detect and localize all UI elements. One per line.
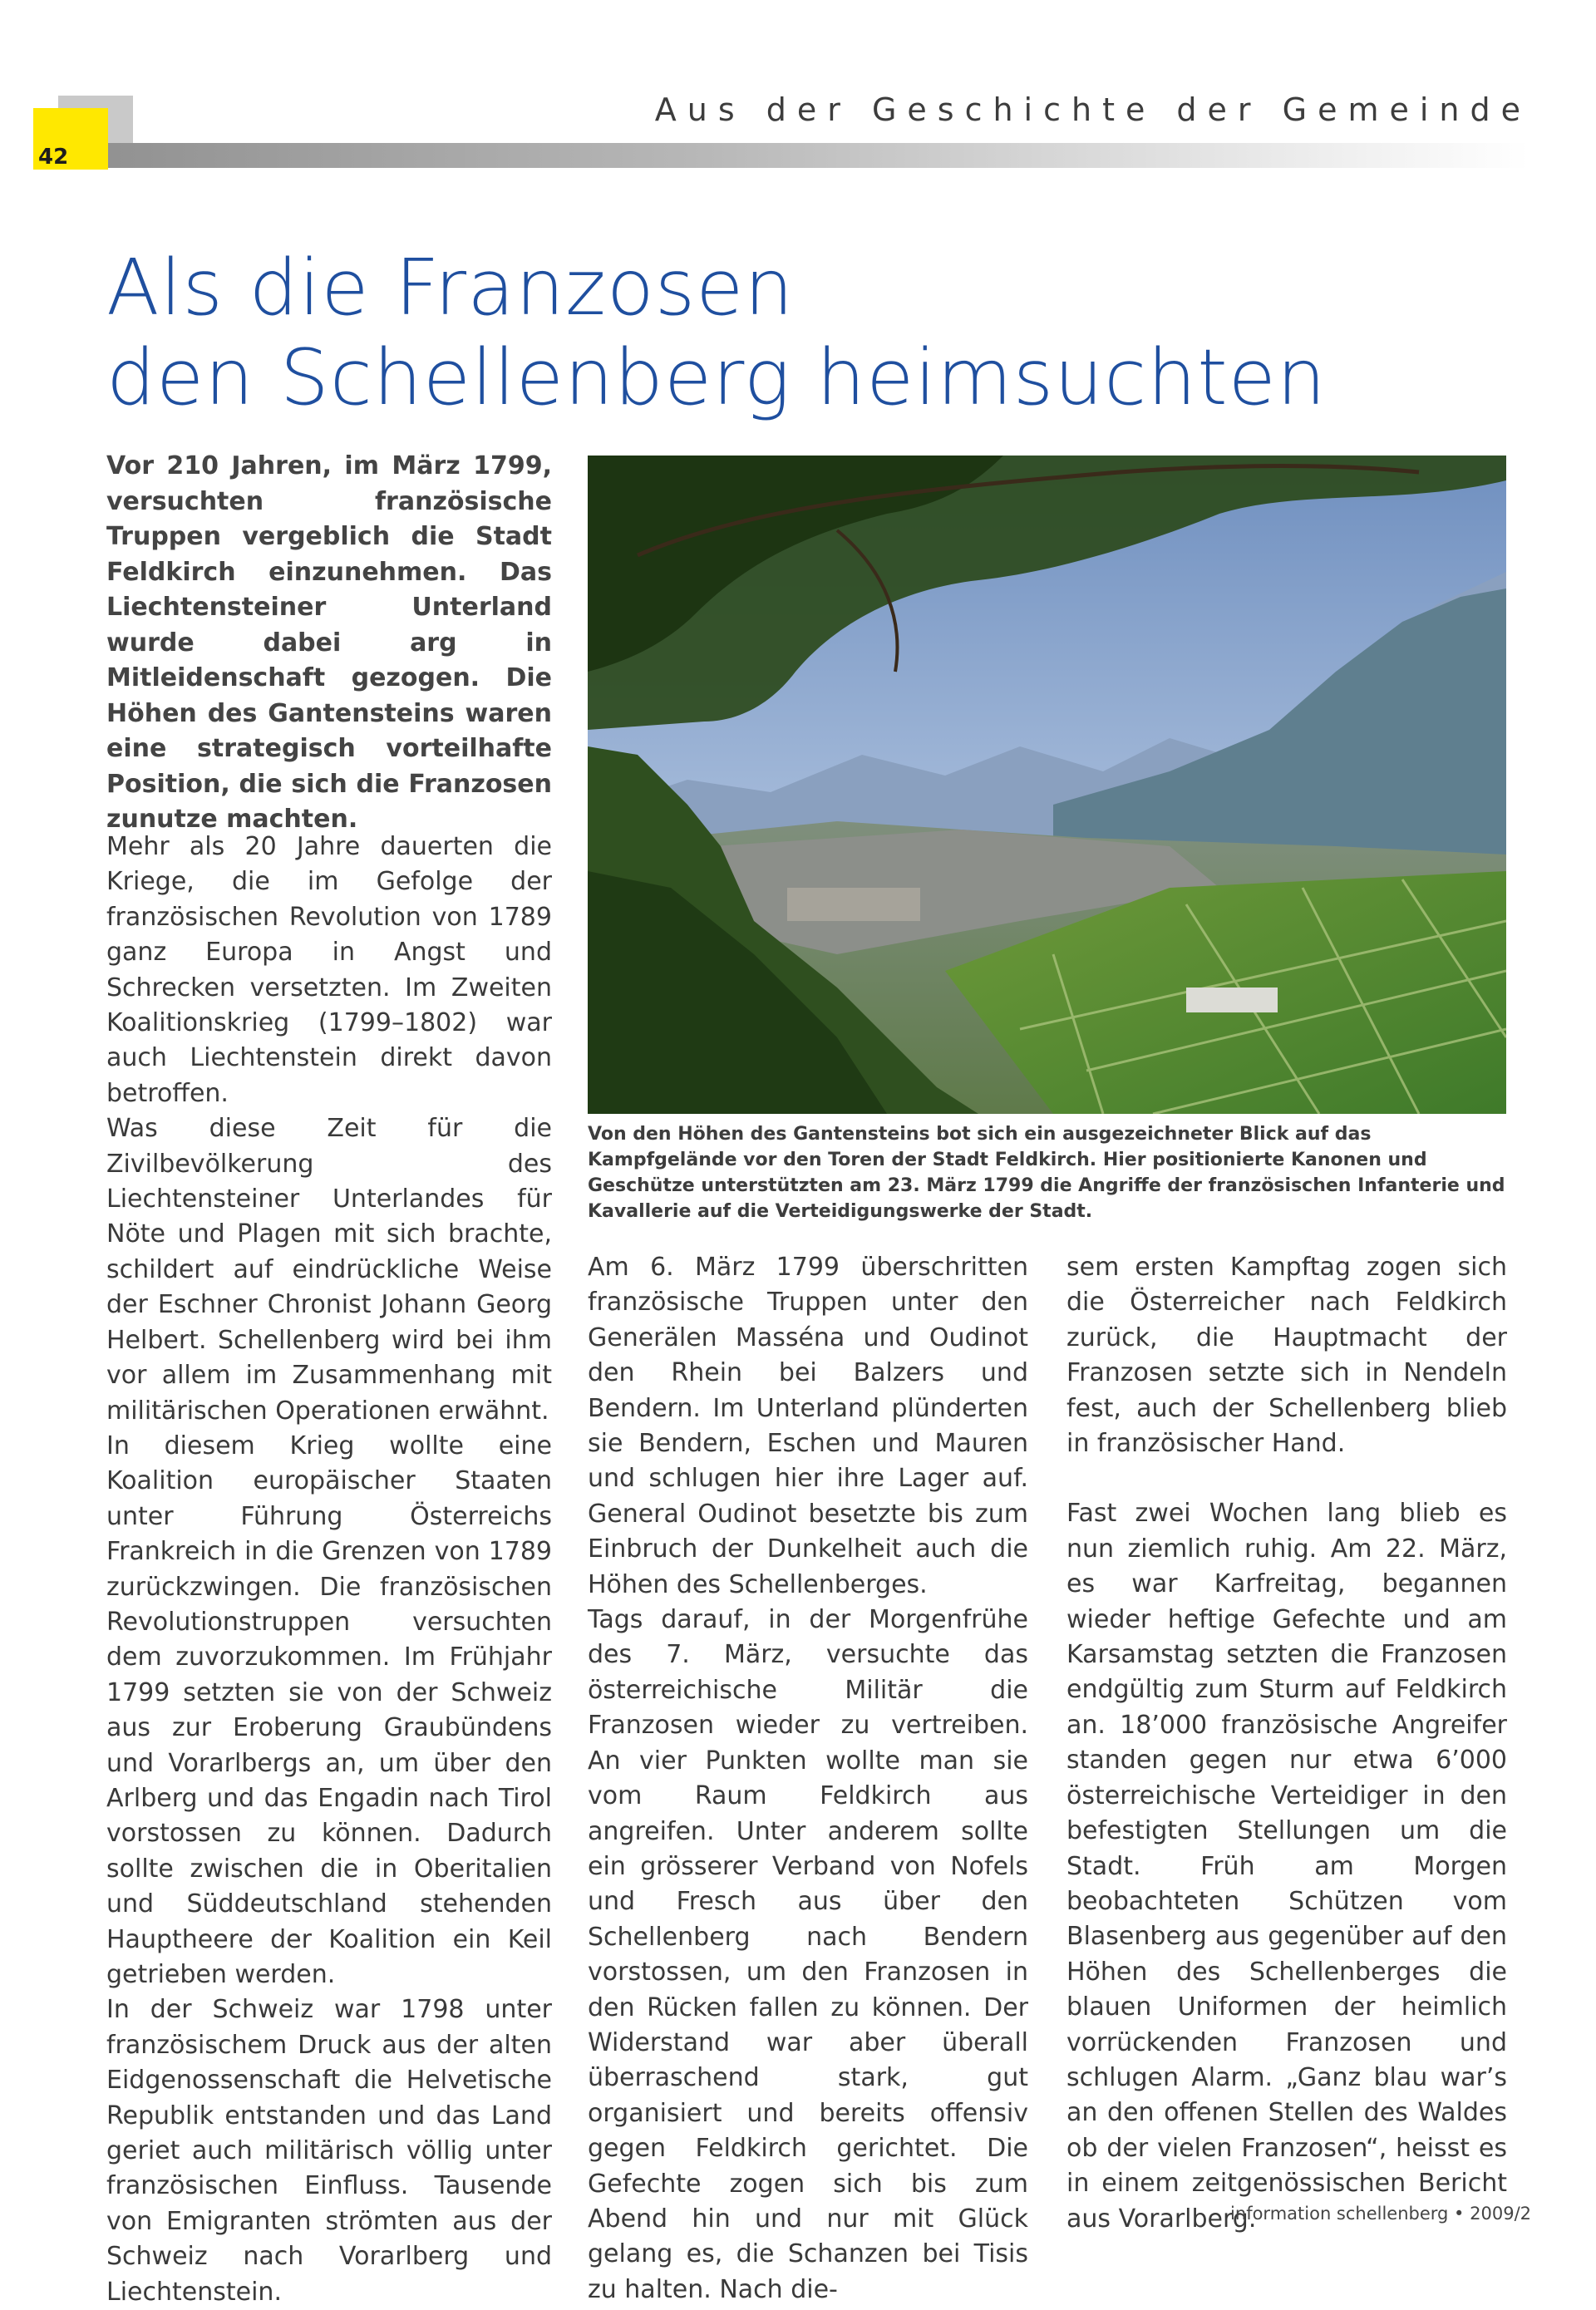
- paragraph-spacer: [1066, 1461, 1507, 1496]
- article-column-left: [106, 830, 552, 2310]
- article-title-line2: den Schellenberg heimsuchten: [106, 332, 1327, 422]
- photo-caption: Von den Höhen des Gantensteins bot sich ein ausgezeichneter Blick auf das Kampfgelände vor den Toren der Stadt Feldkirch. Hier positionierte Kanonen und Geschütze unterstützten am 23. März 1799 die Angriffe der französischen Infanterie und Kavallerie auf die Verteidigungswerke der Stadt.: [588, 1124, 1505, 1222]
- article-column-right: [1066, 1250, 1507, 2237]
- article-title-line1: Als die Franzosen: [106, 243, 795, 332]
- header-gradient-bar: [33, 143, 1530, 168]
- landscape-photo: [588, 456, 1506, 1114]
- paragraph: In diesem Krieg wollte eine Koalition europäischer Staaten unter Führung Österreichs Frankreich in die Grenzen von 1789 zurückzwingen. Die französischen Revolutionstruppen versuchten dem zuvorzukommen. Im Frühjahr 1799 setzten sie von der Schweiz aus zur Eroberung Graubündens und Vorarlbergs an, um über den Arlberg und das Engadin nach Tirol vorstossen zu können. Dadurch sollte zwischen die in Oberitalien und Süddeutschland stehenden Hauptheere der Koalition ein Keil getrieben werden.: [106, 1431, 552, 1989]
- page-footer: information schellenberg • 2009/2: [1230, 2204, 1531, 2224]
- page-number: 42: [38, 145, 69, 170]
- article-column-middle: [588, 1250, 1028, 2308]
- paragraph: Fast zwei Wochen lang blieb es nun ziemlich ruhig. Am 22. März, es war Karfreitag, begannen wieder heftige Gefechte und am Karsamstag setzten die Franzosen endgültig zum Sturm auf Feldkirch an. 18’000 französische Angreifer standen gegen nur etwa 6’000 österreichische Verteidiger in den befestigten Stellungen um die Stadt. Früh am Morgen beobachteten Schützen vom Blasenberg aus gegenüber auf den Höhen des Schellenberges die blauen Uniformen der heimlich vorrückenden Franzosen und schlugen Alarm. „Ganz blau war’s an den offenen Stellen des Waldes ob der vielen Franzosen“, heisst es in einem zeitgenössischen Bericht aus Vorarlberg.: [1066, 1499, 1507, 2234]
- paragraph: In der Schweiz war 1798 unter französischem Druck aus der alten Eidgenossenschaft die Helvetische Republik entstanden und das Land geriet auch militärisch völlig unter französischen Einfluss. Tausende von Emigranten strömten aus der Schweiz nach Vorarlberg und Liechtenstein.: [106, 1995, 552, 2307]
- paragraph: Am 6. März 1799 überschritten französische Truppen unter den Generälen Masséna und Oudinot den Rhein bei Balzers und Bendern. Im Unterland plünderten sie Bendern, Eschen und Mauren und schlugen hier ihre Lager auf. General Oudinot besetzte bis zum Einbruch der Dunkelheit auch die Höhen des Schellenberges.: [588, 1253, 1028, 1599]
- paragraph: Was diese Zeit für die Zivilbevölkerung des Liechtensteiner Unterlandes für Nöte und Plagen mit sich brachte, schildert auf eindrückliche Weise der Eschner Chronist Johann Georg Helbert. Schellenberg wird bei ihm vor allem im Zusammenhang mit militärischen Operationen erwähnt.: [106, 1114, 552, 1426]
- paragraph: sem ersten Kampftag zogen sich die Österreicher nach Feldkirch zurück, die Hauptmacht der Franzosen setzte sich in Nendeln fest, auch der Schellenberg blieb in französischer Hand.: [1066, 1253, 1507, 1459]
- lead-paragraph: Vor 210 Jahren, im März 1799, versuchten französische Truppen vergeblich die Stadt Feldkirch einzunehmen. Das Liechtensteiner Unterland wurde dabei arg in Mitleidenschaft gezogen. Die Höhen des Gantensteins waren eine strategisch vorteilhafte Position, die sich die Franzosen zunutze machten.: [106, 451, 552, 834]
- paragraph: Mehr als 20 Jahre dauerten die Kriege, die im Gefolge der französischen Revolution von 1789 ganz Europa in Angst und Schrecken versetzten. Im Zweiten Koalitionskrieg (1799–1802) war auch Liechtenstein direkt davon betroffen.: [106, 832, 552, 1108]
- article-title: [106, 243, 1436, 422]
- section-title: Aus der Geschichte der Gemeinde: [654, 91, 1531, 128]
- paragraph: Tags darauf, in der Morgenfrühe des 7. März, versuchte das österreichische Militär die Franzosen wieder zu vertreiben. An vier Punkten wollte man sie vom Raum Feldkirch aus angreifen. Unter anderem sollte ein grösserer Verband von Nofels und Fresch aus über den Schellenberg nach Bendern vorstossen, um den Franzosen in den Rücken fallen zu können. Der Widerstand war aber überall überraschend stark, gut organisiert und bereits offensiv gegen Feldkirch gerichtet. Die Gefechte zogen sich bis zum Abend hin und nur mit Glück gelang es, die Schanzen bei Tisis zu halten. Nach die-: [588, 1605, 1028, 2304]
